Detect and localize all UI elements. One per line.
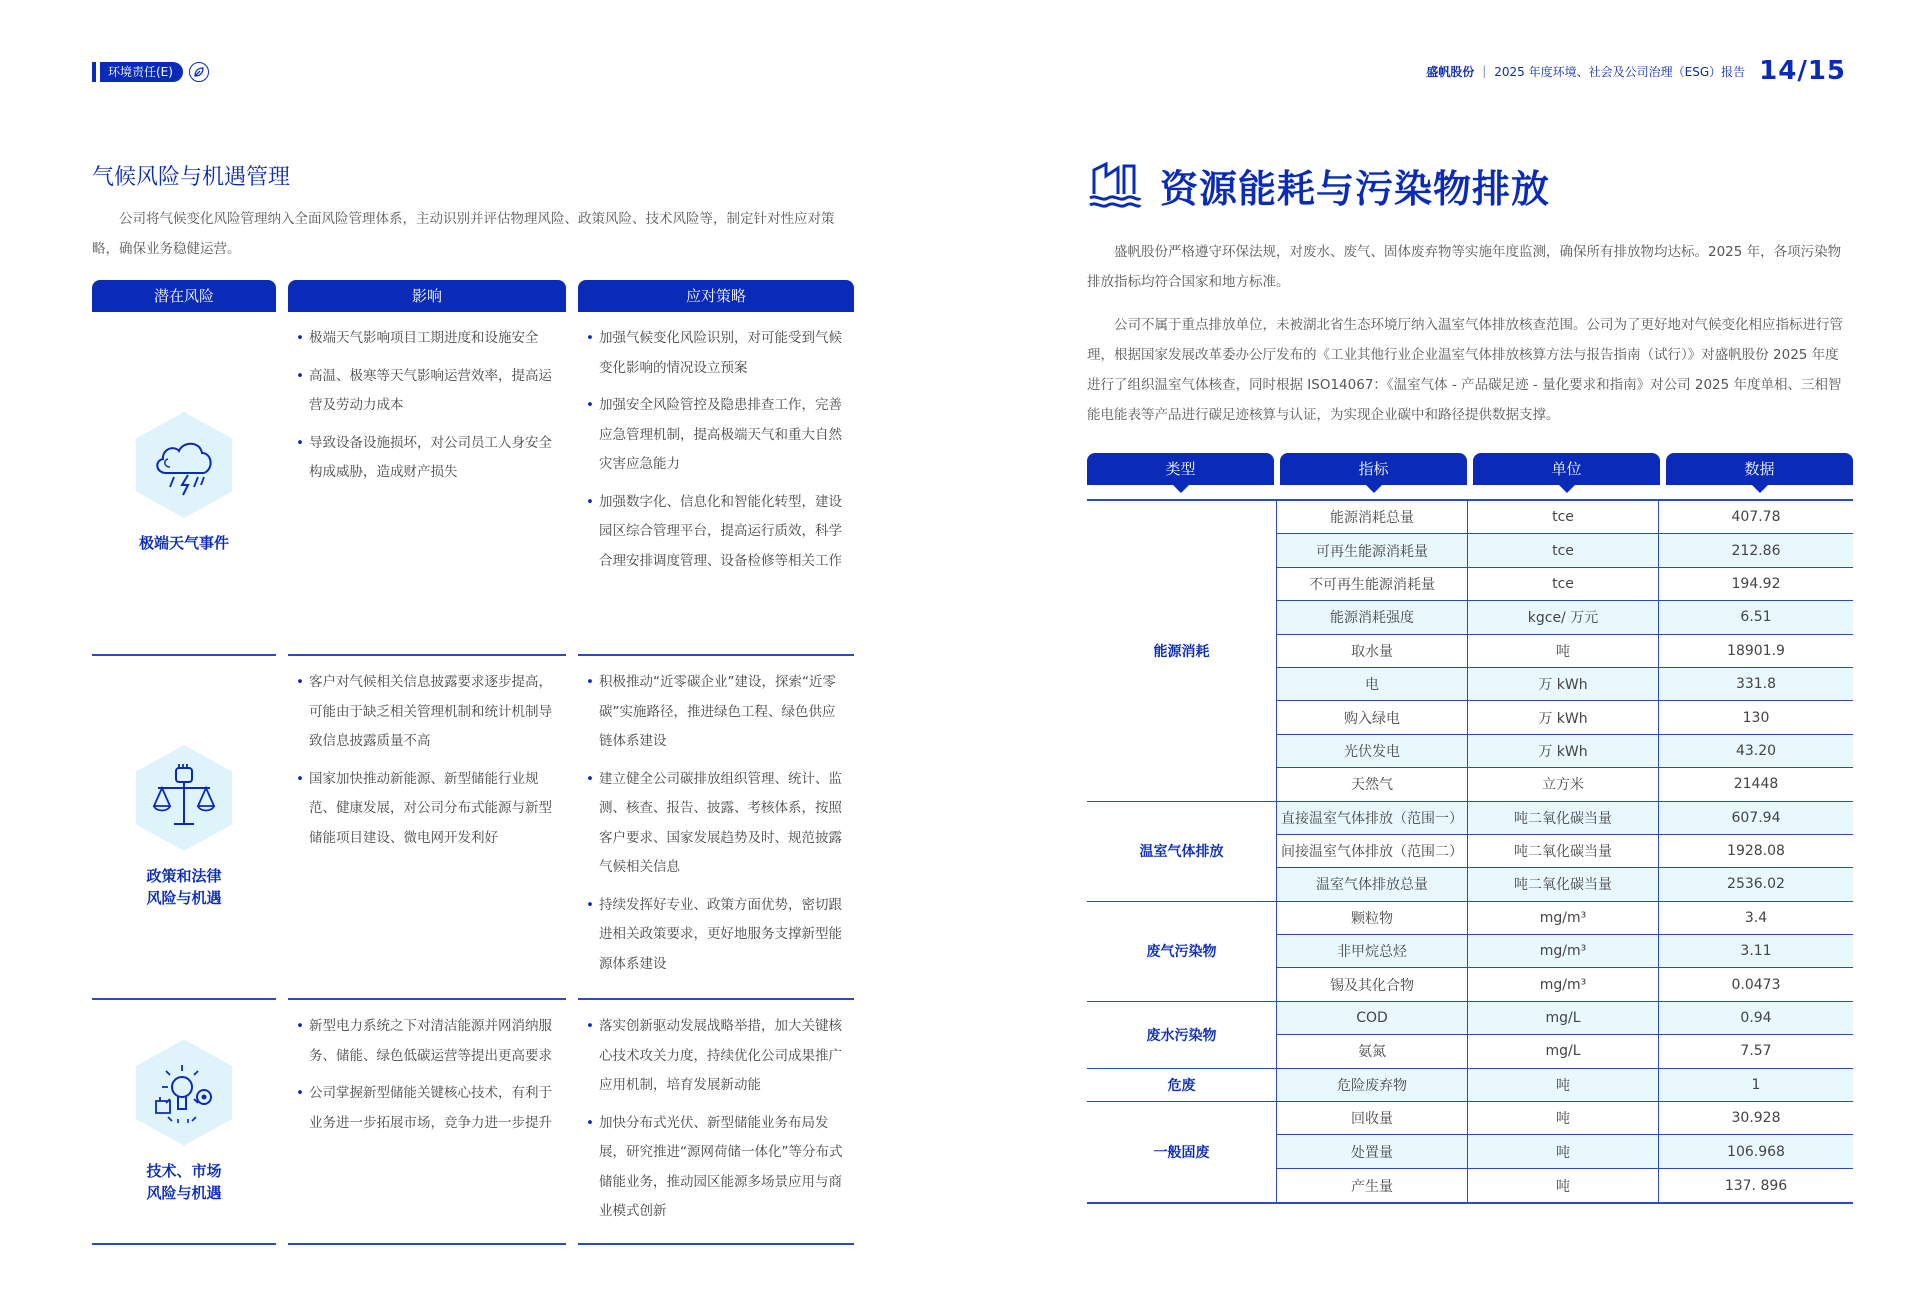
table-row bbox=[1277, 768, 1853, 801]
unit-cell: 万 kWh bbox=[1468, 735, 1659, 767]
table-row bbox=[1277, 968, 1853, 1001]
value-cell: 1 bbox=[1751, 1076, 1761, 1093]
header-risk: 潜在风险 bbox=[92, 280, 276, 312]
emissions-table-header bbox=[1087, 453, 1853, 485]
header-separator: | bbox=[1482, 64, 1487, 78]
category-cell: 废气污染物 bbox=[1087, 902, 1276, 1002]
value-cell: 130 bbox=[1742, 709, 1770, 726]
table-row bbox=[1277, 1069, 1853, 1102]
impact-item: • 新型电力系统之下对清洁能源并网消纳服务、储能、绿色低碳运营等提出更高要求 bbox=[294, 1012, 560, 1071]
tag-bar bbox=[92, 62, 96, 82]
table-row bbox=[1277, 1002, 1853, 1035]
value-cell: 30.928 bbox=[1731, 1110, 1781, 1127]
table-row bbox=[1277, 835, 1853, 868]
table-row bbox=[1277, 635, 1853, 668]
strategy-item: • 落实创新驱动发展战略举措，加大关键核心技术攻关力度，持续优化公司成果推广应用机制，培育发展新动能 bbox=[584, 1012, 848, 1101]
unit-cell: tce bbox=[1468, 568, 1659, 600]
company-name: 盛帆股份 bbox=[1426, 64, 1475, 79]
strategy-cell bbox=[578, 1000, 854, 1245]
strategy-item: • 持续发挥好专业、政策方面优势，密切跟进相关政策要求，更好地服务支撑新型能源体系建设 bbox=[584, 891, 848, 980]
emissions-para-2: 公司不属于重点排放单位，未被湖北省生态环境厅纳入温室气体排放核查范围。公司为了更好地对气候变化相应指标进行管理，根据国家发展改革委办公厅发布的《工业其他行业企业温室气体排放核算方法与报告指南（试行）》对盛帆股份 2025 年度进行了组织温室气体核查，同时根据 ISO14067：《温室气体 - 产品碳足迹 - 量化要求和指南》对公司 2025 年度单相、三相智能电能表等产品进行碳足迹核算与认证，为实现企业碳中和路径提供数据支撑。 bbox=[1087, 317, 1843, 423]
unit-cell: 吨二氧化碳当量 bbox=[1468, 868, 1659, 900]
section-tag bbox=[92, 62, 209, 82]
indicator-cell: 购入绿电 bbox=[1277, 701, 1468, 733]
value-cell: 194.92 bbox=[1731, 575, 1781, 592]
section-tag-label: 环境责任(E) bbox=[100, 62, 183, 82]
impact-cell bbox=[288, 312, 566, 656]
indicator-cell: 不可再生能源消耗量 bbox=[1277, 568, 1468, 600]
risk-label-line2: 风险与机遇 bbox=[146, 1183, 222, 1202]
strategy-item: • 建立健全公司碳排放组织管理、统计、监测、核查、报告、披露、考核体系，按照客户要求、国家发展趋势及时、规范披露气候相关信息 bbox=[584, 765, 848, 883]
category-cell: 危废 bbox=[1087, 1069, 1276, 1102]
indicator-cell: 处置量 bbox=[1277, 1135, 1468, 1167]
header-indicator: 指标 bbox=[1280, 453, 1467, 485]
page-number: 14/15 bbox=[1759, 56, 1846, 86]
category-cell: 能源消耗 bbox=[1087, 501, 1276, 802]
indicator-cell: 温室气体排放总量 bbox=[1277, 868, 1468, 900]
emissions-title: 资源能耗与污染物排放 bbox=[1160, 167, 1551, 211]
unit-cell: 吨 bbox=[1468, 1102, 1659, 1134]
impact-item: • 客户对气候相关信息披露要求逐步提高，可能由于缺乏相关管理机制和统计机制导致信息披露质量不高 bbox=[294, 668, 560, 757]
value-cell: 331.8 bbox=[1735, 676, 1777, 693]
risk-label-line1: 技术、市场 bbox=[146, 1161, 222, 1180]
value-cell: 0.94 bbox=[1740, 1010, 1772, 1027]
strategy-item: • 加强数字化、信息化和智能化转型，建设园区综合管理平台，提高运行质效，科学合理安排调度管理、设备检修等相关工作 bbox=[584, 488, 848, 577]
risk-label-line1: 政策和法律 bbox=[146, 867, 222, 885]
category-column bbox=[1087, 501, 1277, 1202]
header-type: 类型 bbox=[1087, 453, 1274, 485]
indicator-cell: 能源消耗总量 bbox=[1277, 501, 1468, 533]
table-row bbox=[1277, 868, 1853, 901]
factory-water-icon bbox=[1088, 160, 1142, 212]
value-cell: 6.51 bbox=[1740, 609, 1772, 626]
value-cell: 0.0473 bbox=[1731, 976, 1781, 993]
table-row bbox=[1277, 568, 1853, 601]
strategy-cell bbox=[578, 312, 854, 656]
risk-label: 极端天气事件 bbox=[138, 534, 229, 552]
unit-cell: 吨 bbox=[1468, 1169, 1659, 1202]
value-cell: 106.968 bbox=[1727, 1143, 1785, 1160]
report-title: 2025 年度环境、社会及公司治理（ESG）报告 bbox=[1494, 64, 1746, 79]
unit-cell: 吨 bbox=[1468, 1069, 1659, 1101]
value-cell: 2536.02 bbox=[1727, 876, 1785, 893]
scales-fist-icon bbox=[136, 745, 232, 851]
risk-table-header bbox=[92, 280, 854, 312]
table-row bbox=[1277, 701, 1853, 734]
unit-cell: 吨二氧化碳当量 bbox=[1468, 802, 1659, 834]
indicator-cell: 非甲烷总烃 bbox=[1277, 935, 1468, 967]
table-row bbox=[1277, 735, 1853, 768]
header-unit: 单位 bbox=[1473, 453, 1660, 485]
unit-cell: tce bbox=[1468, 534, 1659, 566]
strategy-cell bbox=[578, 656, 854, 1000]
impact-item: • 极端天气影响项目工期进度和设施安全 bbox=[294, 324, 560, 354]
unit-cell: mg/m³ bbox=[1468, 902, 1659, 934]
risk-row-policy-legal bbox=[92, 656, 854, 1000]
indicator-cell: 取水量 bbox=[1277, 635, 1468, 667]
value-cell: 407.78 bbox=[1731, 509, 1781, 526]
unit-cell: tce bbox=[1468, 501, 1659, 533]
value-cell: 607.94 bbox=[1731, 809, 1781, 826]
value-cell: 18901.9 bbox=[1727, 642, 1785, 659]
indicator-cell: 天然气 bbox=[1277, 768, 1468, 800]
indicator-cell: 直接温室气体排放（范围一） bbox=[1277, 802, 1468, 834]
unit-cell: mg/L bbox=[1468, 1002, 1659, 1034]
strategy-item: • 加快分布式光伏、新型储能业务布局发展，研究推进“源网荷储一体化”等分布式储能业务，推动园区能源多场景应用与商业模式创新 bbox=[584, 1109, 848, 1227]
climate-risk-title: 气候风险与机遇管理 bbox=[92, 165, 291, 190]
risk-table bbox=[92, 280, 854, 1245]
indicator-cell: 锡及其化合物 bbox=[1277, 968, 1468, 1000]
value-cell: 212.86 bbox=[1731, 542, 1781, 559]
table-row bbox=[1277, 1169, 1853, 1202]
impact-item: • 高温、极寒等天气影响运营效率，提高运营及劳动力成本 bbox=[294, 362, 560, 421]
unit-cell: mg/L bbox=[1468, 1035, 1659, 1067]
indicator-cell: 间接温室气体排放（范围二） bbox=[1277, 835, 1468, 867]
header-impact: 影响 bbox=[288, 280, 566, 312]
value-cell: 43.20 bbox=[1735, 742, 1777, 759]
unit-cell: 吨 bbox=[1468, 1135, 1659, 1167]
unit-cell: 吨 bbox=[1468, 635, 1659, 667]
impact-cell bbox=[288, 656, 566, 1000]
value-cell: 3.4 bbox=[1744, 909, 1768, 926]
value-cell: 137. 896 bbox=[1724, 1177, 1788, 1194]
climate-risk-intro: 公司将气候变化风险管理纳入全面风险管理体系，主动识别并评估物理风险、政策风险、技术风险等，制定针对性应对策略，确保业务稳健运营。 bbox=[92, 211, 835, 257]
impact-item: • 导致设备设施损坏，对公司员工人身安全构成威胁，造成财产损失 bbox=[294, 429, 560, 488]
table-row bbox=[1277, 534, 1853, 567]
risk-cell bbox=[92, 1000, 276, 1245]
unit-cell: 吨二氧化碳当量 bbox=[1468, 835, 1659, 867]
risk-row-tech-market bbox=[92, 1000, 854, 1245]
risk-cell bbox=[92, 656, 276, 1000]
indicator-cell: 回收量 bbox=[1277, 1102, 1468, 1134]
table-row bbox=[1277, 1035, 1853, 1068]
table-row bbox=[1277, 902, 1853, 935]
emissions-para-1: 盛帆股份严格遵守环保法规，对废水、废气、固体废弃物等实施年度监测，确保所有排放物均达标。2025 年，各项污染物排放指标均符合国家和地方标准。 bbox=[1087, 244, 1842, 290]
strategy-item: • 积极推动“近零碳企业”建设，探索“近零碳”实施路径，推进绿色工程、绿色供应链体系建设 bbox=[584, 668, 848, 757]
strategy-item: • 加强气候变化风险识别，对可能受到气候变化影响的情况设立预案 bbox=[584, 324, 848, 383]
data-rows bbox=[1277, 501, 1853, 1202]
table-row bbox=[1277, 601, 1853, 634]
value-cell: 3.11 bbox=[1740, 943, 1772, 960]
risk-label bbox=[146, 865, 221, 909]
table-row bbox=[1277, 802, 1853, 835]
table-row bbox=[1277, 1102, 1853, 1135]
indicator-cell: 颗粒物 bbox=[1277, 902, 1468, 934]
risk-cell bbox=[92, 312, 276, 656]
category-cell: 一般固废 bbox=[1153, 1145, 1210, 1162]
leaf-icon bbox=[189, 62, 209, 82]
unit-cell: kgce/ 万元 bbox=[1468, 601, 1659, 633]
unit-cell: 万 kWh bbox=[1468, 701, 1659, 733]
indicator-cell: 氨氮 bbox=[1277, 1035, 1468, 1067]
value-cell: 21448 bbox=[1733, 776, 1779, 793]
risk-label bbox=[146, 1160, 221, 1204]
emissions-table bbox=[1087, 453, 1853, 1204]
impact-cell bbox=[288, 1000, 566, 1245]
value-cell: 7.57 bbox=[1740, 1043, 1772, 1060]
lightbulb-gear-icon bbox=[136, 1040, 232, 1146]
category-cell: 废水污染物 bbox=[1087, 1002, 1276, 1069]
emissions-table-body bbox=[1087, 499, 1853, 1204]
unit-cell: mg/m³ bbox=[1468, 968, 1659, 1000]
risk-label-line2: 风险与机遇 bbox=[146, 889, 222, 907]
unit-cell: 万 kWh bbox=[1468, 668, 1659, 700]
category-cell: 温室气体排放 bbox=[1087, 802, 1276, 902]
table-row bbox=[1277, 501, 1853, 534]
table-row bbox=[1277, 1135, 1853, 1168]
indicator-cell: COD bbox=[1277, 1002, 1468, 1034]
risk-row-extreme-weather bbox=[92, 312, 854, 656]
indicator-cell: 危险废弃物 bbox=[1277, 1069, 1468, 1101]
impact-item: • 公司掌握新型储能关键核心技术，有利于业务进一步拓展市场，竞争力进一步提升 bbox=[294, 1079, 560, 1138]
table-row bbox=[1277, 935, 1853, 968]
header-right bbox=[1426, 56, 1846, 86]
impact-item: • 国家加快推动新能源、新型储能行业规范、健康发展，对公司分布式能源与新型储能项目建设、微电网开发利好 bbox=[294, 765, 560, 854]
indicator-cell: 可再生能源消耗量 bbox=[1277, 534, 1468, 566]
table-row bbox=[1277, 668, 1853, 701]
indicator-cell: 光伏发电 bbox=[1277, 735, 1468, 767]
header-strategy: 应对策略 bbox=[578, 280, 854, 312]
indicator-cell: 产生量 bbox=[1277, 1169, 1468, 1202]
value-cell: 1928.08 bbox=[1727, 843, 1785, 860]
indicator-cell: 电 bbox=[1277, 668, 1468, 700]
indicator-cell: 能源消耗强度 bbox=[1277, 601, 1468, 633]
storm-cloud-icon bbox=[136, 412, 232, 518]
unit-cell: mg/m³ bbox=[1468, 935, 1659, 967]
header-value: 数据 bbox=[1666, 453, 1853, 485]
strategy-item: • 加强安全风险管控及隐患排查工作，完善应急管理机制，提高极端天气和重大自然灾害应急能力 bbox=[584, 391, 848, 480]
unit-cell: 立方米 bbox=[1468, 768, 1659, 800]
